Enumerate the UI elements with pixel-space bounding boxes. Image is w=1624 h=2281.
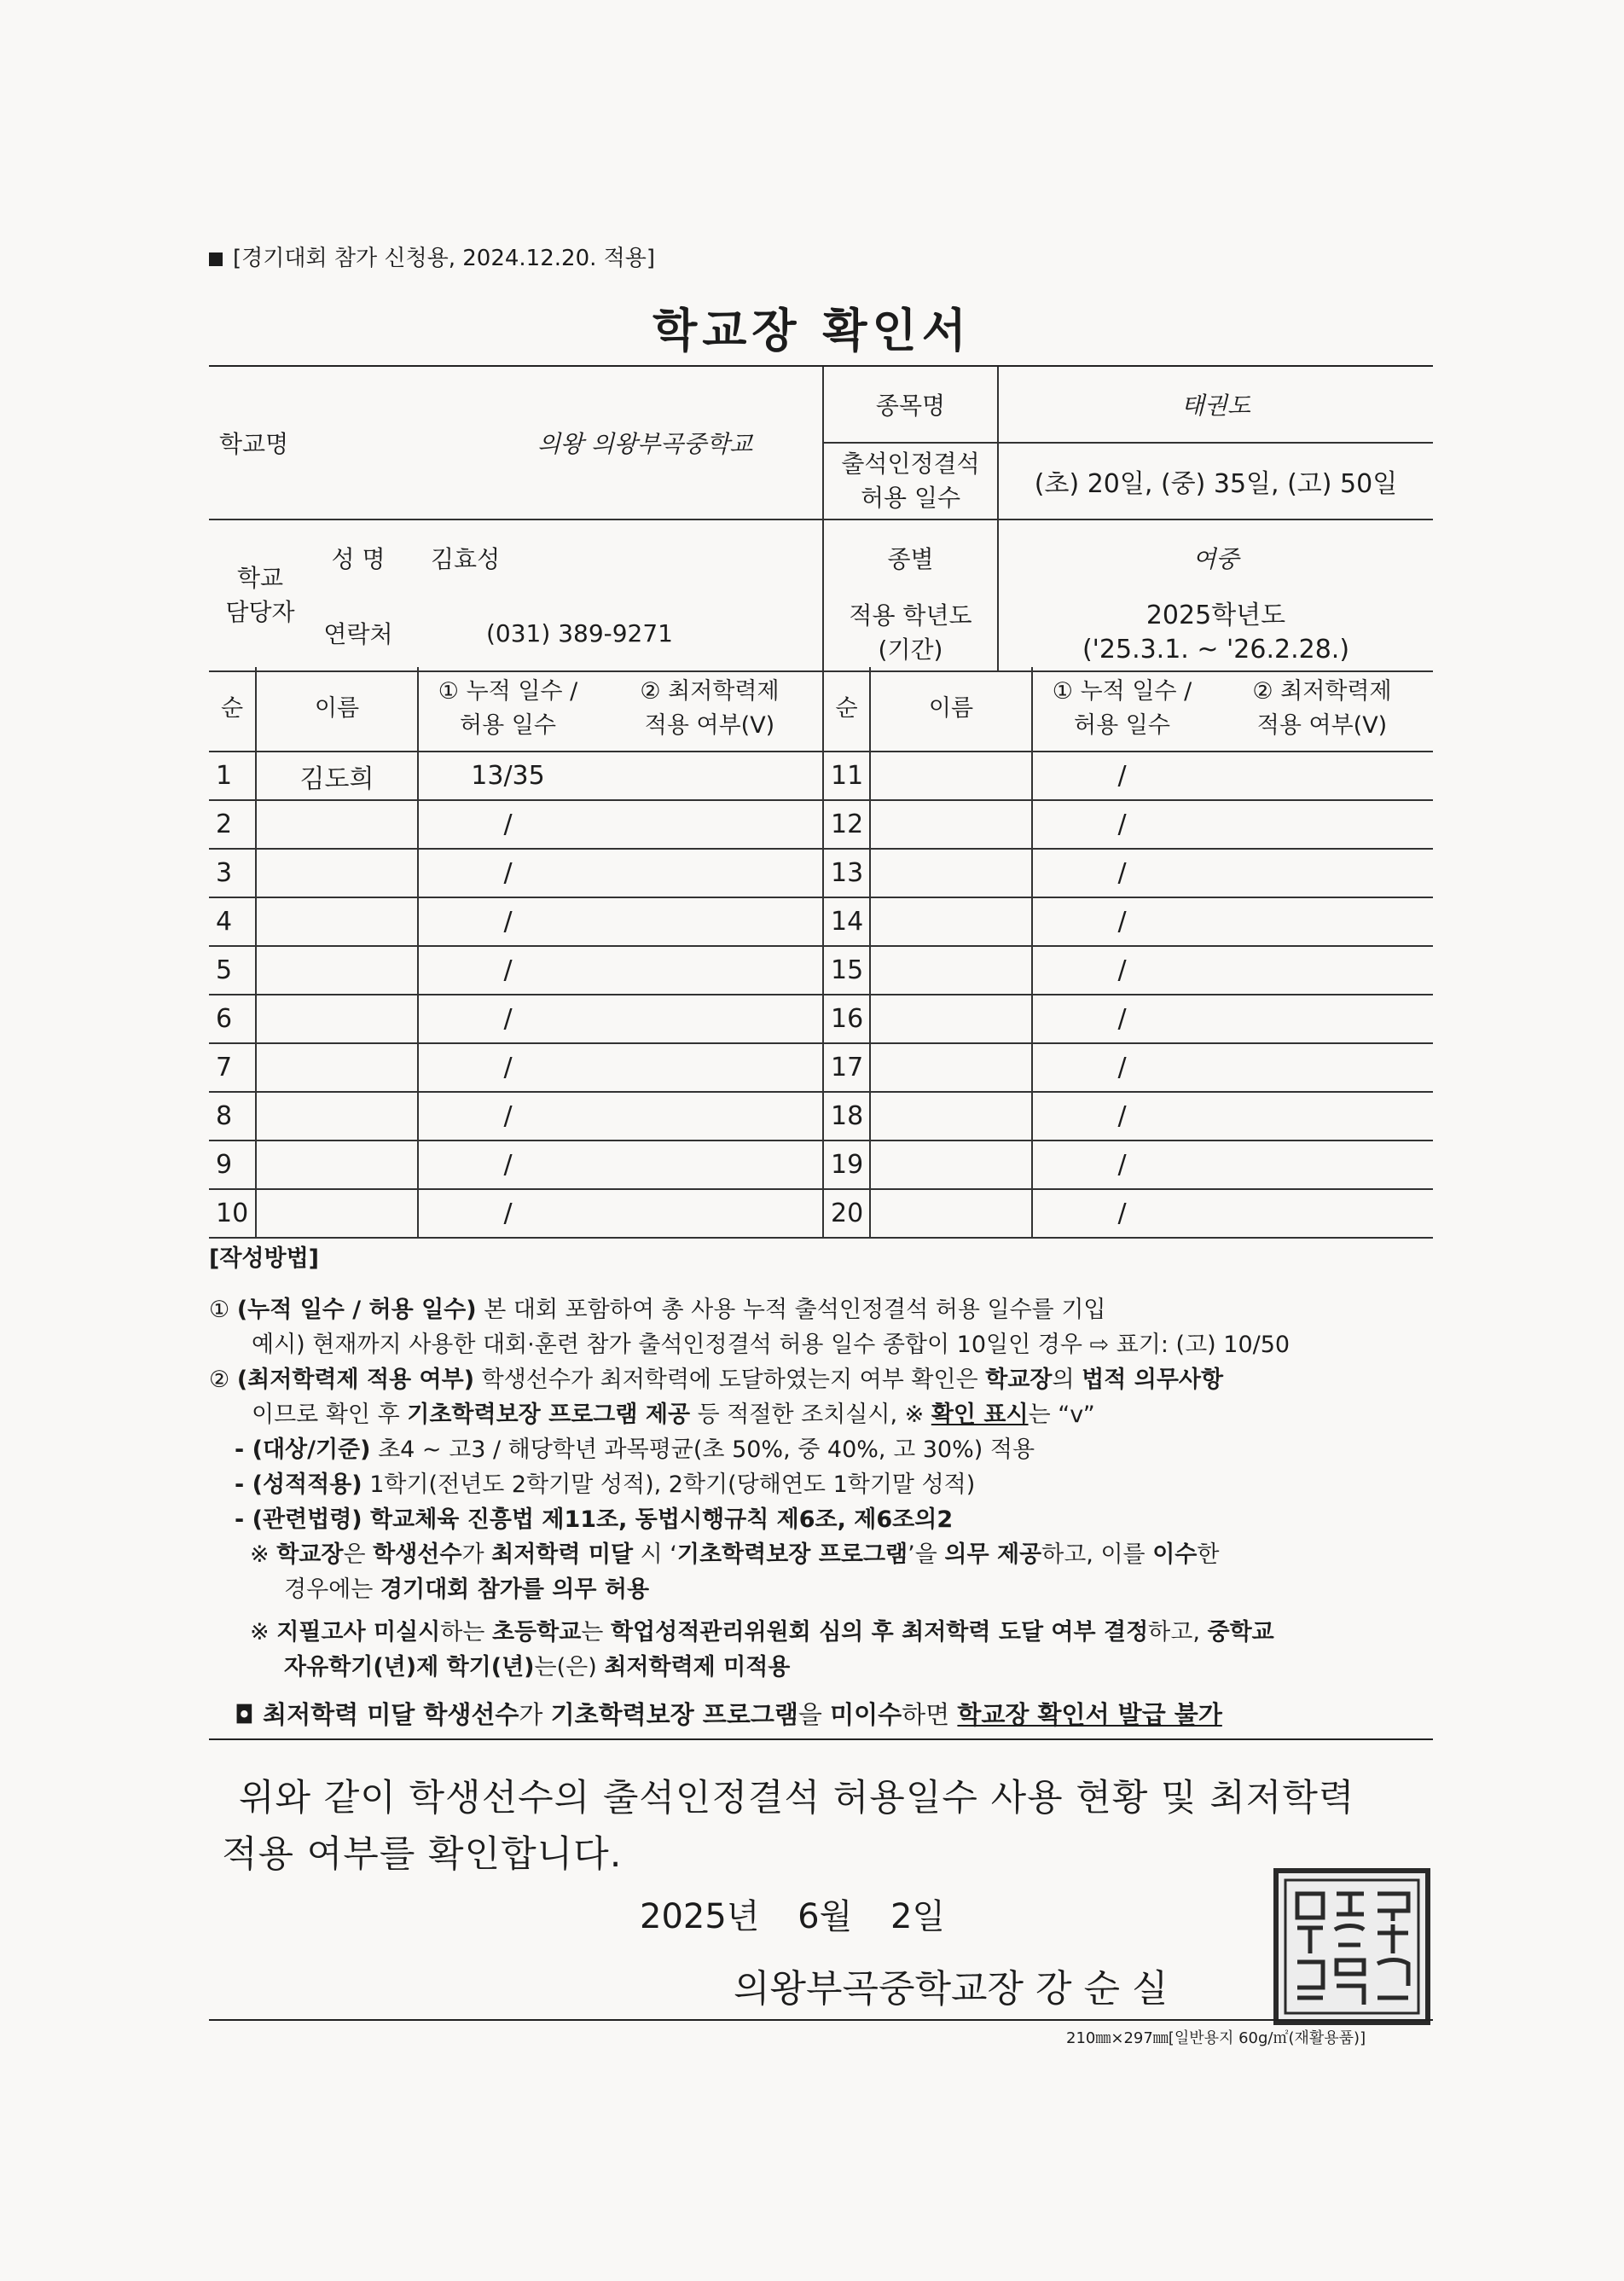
school-label: 학교명 <box>209 367 311 519</box>
roster-no: 5 <box>209 946 256 995</box>
roster-check <box>597 1189 823 1238</box>
roster-check <box>1211 1189 1433 1238</box>
roster-days: / <box>1032 897 1211 946</box>
roster-name <box>256 1189 418 1238</box>
roster-days: / <box>1032 995 1211 1043</box>
roster-name <box>870 1092 1032 1140</box>
roster-no: 18 <box>823 1092 870 1140</box>
contact-value: (031) 389-9271 <box>405 595 823 671</box>
detail-law: - (관련법령) 학교체육 진흥법 제11조, 동법시행규칙 제6조, 제6조의2 <box>235 1506 954 1533</box>
table-row <box>209 1092 1433 1140</box>
year-value: 2025학년도 ('25.3.1. ~ '26.2.28.) <box>998 595 1433 671</box>
roster-days: / <box>418 897 597 946</box>
note-2: ② (최저학력제 적용 여부) 학생선수가 최저학력에 도달하였는지 여부 확인은 학교장의 법적 의무사항 <box>209 1367 1224 1393</box>
roster-check <box>597 946 823 995</box>
roster-no: 1 <box>209 752 256 800</box>
note-1: ① (누적 일수 / 허용 일수) 본 대회 포함하여 총 사용 누적 출석인정결석 허용 일수를 기입 <box>209 1297 1106 1323</box>
roster-check <box>597 1043 823 1092</box>
roster-no: 10 <box>209 1189 256 1238</box>
col-no: 순 <box>209 667 256 752</box>
header-note: [경기대회 참가 신청용, 2024.12.20. 적용] <box>209 241 655 272</box>
roster-no: 19 <box>823 1140 870 1189</box>
remark-2-line2: 자유학기(년)제 학기(년)는(은) 최저학력제 미적용 <box>284 1654 791 1680</box>
issue-date: 2025년 6월 2일 <box>640 1897 946 1936</box>
roster-no: 14 <box>823 897 870 946</box>
roster-check <box>1211 849 1433 897</box>
divider <box>209 1738 1433 1740</box>
roster-check <box>1211 897 1433 946</box>
roster-name: 김도희 <box>256 752 418 800</box>
roster-name <box>870 849 1032 897</box>
event-value: 태권도 <box>998 367 1433 443</box>
roster-check <box>597 1140 823 1189</box>
roster-check <box>1211 1092 1433 1140</box>
col-no-2: 순 <box>823 667 870 752</box>
roster-no: 8 <box>209 1092 256 1140</box>
roster-days: / <box>1032 1092 1211 1140</box>
roster-no: 3 <box>209 849 256 897</box>
roster-check <box>1211 946 1433 995</box>
roster-check <box>597 897 823 946</box>
roster-no: 15 <box>823 946 870 995</box>
remark-1: ※ 학교장은 학생선수가 최저학력 미달 시 ‘기초학력보장 프로그램’을 의무 제공하고, 이를 이수한 <box>250 1541 1220 1568</box>
table-row <box>209 897 1433 946</box>
roster-check <box>597 995 823 1043</box>
roster-name <box>256 946 418 995</box>
roster-no: 4 <box>209 897 256 946</box>
roster-name <box>256 897 418 946</box>
note-1-example: 예시) 현재까지 사용한 대회·훈련 참가 출석인정결석 허용 일수 종합이 10일인 경우 ⇨ 표기: (고) 10/50 <box>252 1332 1290 1358</box>
roster-days: / <box>418 849 597 897</box>
roster-no: 12 <box>823 800 870 849</box>
table-row <box>209 995 1433 1043</box>
roster-days: / <box>418 995 597 1043</box>
roster-days: 13/35 <box>418 752 597 800</box>
category-label: 종별 <box>823 519 998 595</box>
detail-target: - (대상/기준) 초4 ~ 고3 / 해당학년 과목평균(초 50%, 중 40%, 고 30%) 적용 <box>235 1437 1035 1463</box>
square-bullet-icon <box>209 252 223 266</box>
roster-no: 11 <box>823 752 870 800</box>
col-name: 이름 <box>256 667 418 752</box>
info-table <box>209 367 1433 672</box>
roster-no: 16 <box>823 995 870 1043</box>
roster-name <box>256 1043 418 1092</box>
school-value: 의왕 의왕부곡중학교 <box>311 367 823 519</box>
paper-spec: 210㎜×297㎜[일반용지 60g/㎡(재활용품)] <box>1066 2029 1366 2047</box>
roster-name <box>256 1140 418 1189</box>
roster-no: 20 <box>823 1189 870 1238</box>
seal-graphic <box>1279 1873 1425 2020</box>
roster-days: / <box>1032 1189 1211 1238</box>
roster-check <box>1211 995 1433 1043</box>
roster-name <box>256 995 418 1043</box>
roster-no: 13 <box>823 849 870 897</box>
table-row <box>209 849 1433 897</box>
roster-check <box>1211 1140 1433 1189</box>
roster-no: 9 <box>209 1140 256 1189</box>
note-2-line2: 이므로 확인 후 기초학력보장 프로그램 제공 등 적절한 조치실시, ※ 확인 표시는 “v” <box>252 1402 1095 1428</box>
roster-days: / <box>418 1092 597 1140</box>
roster-name <box>870 995 1032 1043</box>
roster-name <box>870 946 1032 995</box>
col-check: ② 최저학력제 적용 여부(V) <box>597 667 823 752</box>
roster-name <box>256 1092 418 1140</box>
roster-days: / <box>1032 849 1211 897</box>
roster-no: 2 <box>209 800 256 849</box>
roster-name <box>870 800 1032 849</box>
confirmation-statement: 위와 같이 학생선수의 출석인정결석 허용일수 사용 현황 및 최저학력 적용 여부를 확인합니다. <box>222 1777 1355 1876</box>
roster-name <box>870 1189 1032 1238</box>
roster-days: / <box>418 800 597 849</box>
manager-label: 학교 담당자 <box>209 519 311 671</box>
col-name-2: 이름 <box>870 667 1032 752</box>
roster-no: 17 <box>823 1043 870 1092</box>
event-label: 종목명 <box>823 367 998 443</box>
roster-table <box>209 667 1433 1239</box>
roster-name <box>870 1043 1032 1092</box>
table-row <box>209 1189 1433 1238</box>
warning-note: ◘ 최저학력 미달 학생선수가 기초학력보장 프로그램을 미이수하면 학교장 확인서 발급 불가 <box>235 1700 1222 1729</box>
roster-days: / <box>418 1043 597 1092</box>
remark-2: ※ 지필고사 미실시하는 초등학교는 학업성적관리위원회 심의 후 최저학력 도달 여부 결정하고, 중학교 <box>250 1619 1274 1645</box>
col-days-2: ① 누적 일수 / 허용 일수 <box>1032 667 1211 752</box>
col-days: ① 누적 일수 / 허용 일수 <box>418 667 597 752</box>
roster-name <box>870 1140 1032 1189</box>
roster-check <box>1211 800 1433 849</box>
roster-no: 7 <box>209 1043 256 1092</box>
roster-days: / <box>1032 752 1211 800</box>
divider <box>209 2019 1433 2021</box>
roster-header <box>209 667 1433 752</box>
page-title: 학교장 확인서 <box>652 304 972 357</box>
roster-days: / <box>418 1189 597 1238</box>
remark-1-line2: 경우에는 경기대회 참가를 의무 허용 <box>284 1576 650 1603</box>
days-value: (초) 20일, (중) 35일, (고) 50일 <box>998 443 1433 519</box>
roster-name <box>870 752 1032 800</box>
roster-check <box>597 1092 823 1140</box>
warning-icon: ◘ <box>235 1700 254 1729</box>
roster-name <box>256 800 418 849</box>
table-row <box>209 1043 1433 1092</box>
detail-grades: - (성적적용) 1학기(전년도 2학기말 성적), 2학기(당해연도 1학기말 성적) <box>235 1471 976 1498</box>
table-row <box>209 1140 1433 1189</box>
roster-check <box>597 800 823 849</box>
roster-days: / <box>1032 800 1211 849</box>
category-value: 여중 <box>998 519 1433 595</box>
year-label: 적용 학년도 (기간) <box>823 595 998 671</box>
name-value: 김효성 <box>431 545 501 573</box>
table-row <box>209 800 1433 849</box>
table-row <box>209 946 1433 995</box>
table-row <box>209 752 1433 800</box>
roster-check <box>597 752 823 800</box>
roster-name <box>870 897 1032 946</box>
roster-check <box>1211 752 1433 800</box>
notes-heading: [작성방법] <box>209 1245 320 1272</box>
roster-name <box>256 849 418 897</box>
col-check-2: ② 최저학력제 적용 여부(V) <box>1211 667 1433 752</box>
contact-label: 연락처 <box>311 595 405 671</box>
roster-days: / <box>418 946 597 995</box>
roster-days: / <box>418 1140 597 1189</box>
roster-no: 6 <box>209 995 256 1043</box>
days-label: 출석인정결석 허용 일수 <box>823 443 998 519</box>
roster-days: / <box>1032 1140 1211 1189</box>
roster-days: / <box>1032 1043 1211 1092</box>
roster-check <box>1211 1043 1433 1092</box>
principal-signature: 의왕부곡중학교장 강 순 실 <box>734 1967 1169 2011</box>
name-label: 성 명 <box>331 545 386 573</box>
official-seal <box>1273 1868 1430 2025</box>
roster-check <box>597 849 823 897</box>
roster-days: / <box>1032 946 1211 995</box>
